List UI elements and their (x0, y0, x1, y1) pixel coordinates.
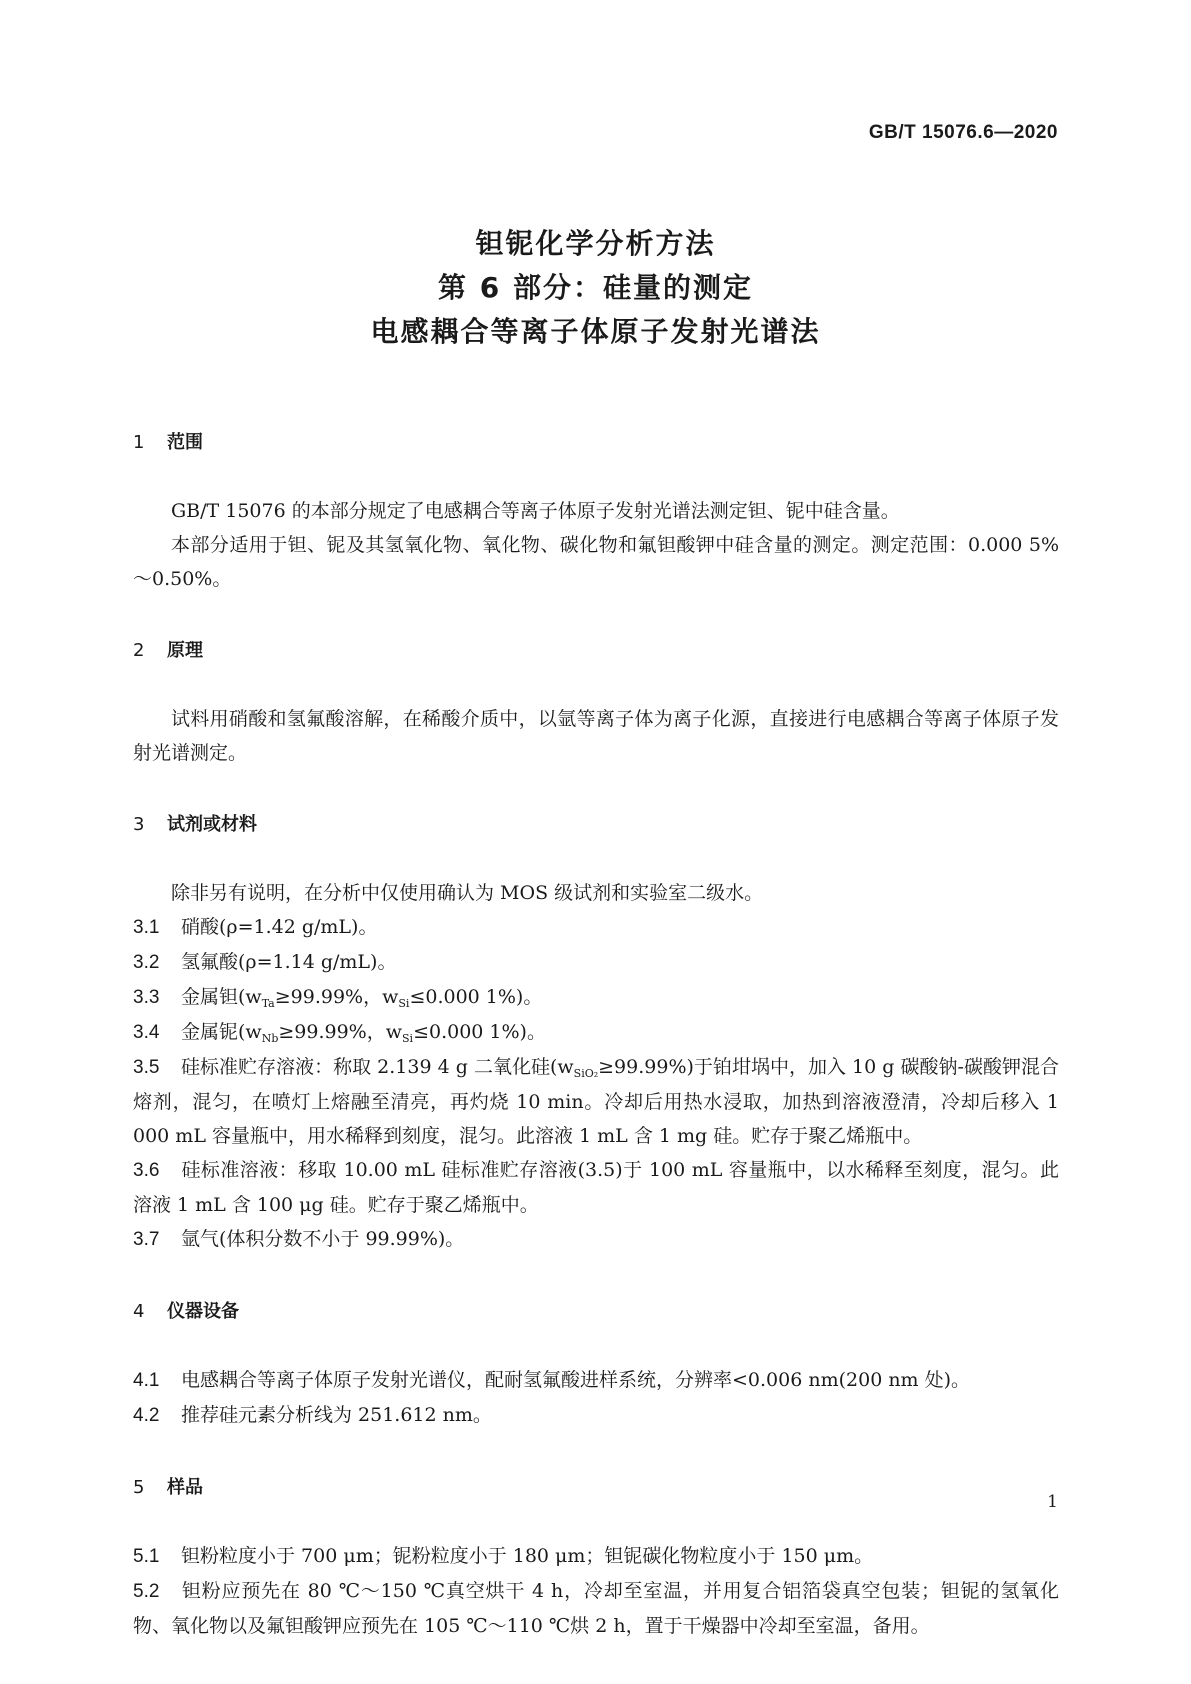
list-item (133, 1363, 1059, 1398)
item-text: 钽粉应预先在 80 ℃～150 ℃真空烘干 4 h，冷却至室温，并用复合铝箔袋真空包装；钽铌的氢氧化物、氧化物以及氟钽酸钾应预先在 105 ℃～110 ℃烘 2 h，置于干燥器中冷却至室温，备用。 (133, 1580, 1059, 1637)
item-number: 3.1 (133, 917, 160, 938)
item-text: 推荐硅元素分析线为 251.612 nm。 (181, 1404, 492, 1426)
paragraph: 除非另有说明，在分析中仅使用确认为 MOS 级试剂和实验室二级水。 (171, 882, 764, 904)
subscript: Ta (261, 997, 275, 1010)
item-number: 3.2 (133, 952, 160, 973)
section-title: 试剂或材料 (167, 814, 257, 835)
section-title: 样品 (167, 1477, 203, 1498)
item-text: 氩气(体积分数不小于 99.99%)。 (181, 1228, 465, 1250)
title-line-1: 钽铌化学分析方法 (475, 227, 716, 260)
standard-number: GB/T 15076.6—2020 (868, 122, 1058, 143)
item-text: ≤0.000 1%)。 (413, 1021, 546, 1043)
title-line-3: 电感耦合等离子体原子发射光谱法 (370, 315, 821, 348)
item-text: ≥99.99%)于铂坩埚中，加入 10 g 碳酸钠-碳酸钾混合熔剂，混匀，在喷灯上熔融至清亮，再灼烧 10 min。冷却后用热水浸取，加热到溶液澄清，冷却后移入 1 000 mL 容量瓶中，用水稀释到刻度，混匀。此溶液 1 mL 含 1 mg 硅。贮存于聚乙烯瓶中。 (133, 1056, 1059, 1147)
subscript: Si (398, 997, 410, 1010)
list-item (133, 1015, 1059, 1050)
item-text: ≤0.000 1%)。 (409, 986, 543, 1008)
subscript: Si (402, 1032, 414, 1045)
item-text: 硝酸(ρ=1.42 g/mL)。 (181, 916, 378, 938)
item-text: 钽粉粒度小于 700 μm；铌粉粒度小于 180 μm；钽铌碳化物粒度小于 150 μm。 (181, 1545, 874, 1567)
item-number: 3.4 (133, 1022, 160, 1043)
item-text: 氢氟酸(ρ=1.14 g/mL)。 (181, 951, 397, 973)
section-number: 4 (133, 1301, 145, 1322)
list-item (133, 1222, 1059, 1257)
list-item (133, 1050, 1059, 1153)
list-item (133, 1574, 1059, 1643)
subscript: Nb (261, 1032, 279, 1045)
item-number: 3.3 (133, 987, 160, 1008)
document-title (0, 222, 1191, 354)
section-heading-principle (133, 634, 1059, 668)
list-item (133, 1398, 1059, 1433)
paragraph: 本部分适用于钽、铌及其氢氧化物、氧化物、碳化物和氟钽酸钾中硅含量的测定。测定范围：0.000 5%～0.50%。 (133, 534, 1059, 590)
paragraph: GB/T 15076 的本部分规定了电感耦合等离子体原子发射光谱法测定钽、铌中硅含量。 (171, 500, 900, 522)
item-number: 4.1 (133, 1370, 160, 1391)
title-line-2: 第 6 部分：硅量的测定 (438, 271, 753, 304)
section-title: 范围 (167, 432, 203, 453)
paragraph: 试料用硝酸和氢氟酸溶解，在稀酸介质中，以氩等离子体为离子化源，直接进行电感耦合等离子体原子发射光谱测定。 (133, 708, 1059, 764)
item-number: 4.2 (133, 1405, 160, 1426)
list-item (133, 980, 1059, 1015)
section-number: 1 (133, 432, 145, 453)
document-body (133, 426, 1059, 1643)
item-text: 硅标准溶液：移取 10.00 mL 硅标准贮存溶液(3.5)于 100 mL 容量瓶中，以水稀释至刻度，混匀。此溶液 1 mL 含 100 μg 硅。贮存于聚乙烯瓶中。 (133, 1159, 1059, 1216)
page-number: 1 (1047, 1492, 1058, 1512)
section-number: 3 (133, 814, 145, 835)
section-number: 5 (133, 1477, 145, 1498)
section-title: 原理 (167, 640, 203, 661)
item-number: 5.1 (133, 1546, 160, 1567)
item-text: ≥99.99%，w (274, 986, 399, 1008)
item-number: 5.2 (133, 1581, 160, 1602)
section-heading-apparatus (133, 1295, 1059, 1329)
section-number: 2 (133, 640, 145, 661)
item-text: 电感耦合等离子体原子发射光谱仪，配耐氢氟酸进样系统，分辨率<0.006 nm(200 nm 处)。 (181, 1369, 971, 1391)
item-number: 3.7 (133, 1229, 160, 1250)
section-title: 仪器设备 (167, 1301, 239, 1322)
list-item (133, 910, 1059, 945)
item-number: 3.6 (133, 1160, 160, 1181)
list-item (133, 945, 1059, 980)
item-text: ≥99.99%，w (278, 1021, 402, 1043)
subscript: SiO₂ (573, 1067, 599, 1080)
item-text: 金属铌(w (181, 1021, 262, 1043)
list-item (133, 1153, 1059, 1222)
item-number: 3.5 (133, 1057, 160, 1078)
item-text: 硅标准贮存溶液：称取 2.139 4 g 二氧化硅(w (181, 1056, 574, 1078)
item-text: 金属钽(w (181, 986, 262, 1008)
section-heading-samples (133, 1471, 1059, 1505)
section-heading-scope (133, 426, 1059, 460)
section-heading-reagents (133, 808, 1059, 842)
list-item (133, 1539, 1059, 1574)
